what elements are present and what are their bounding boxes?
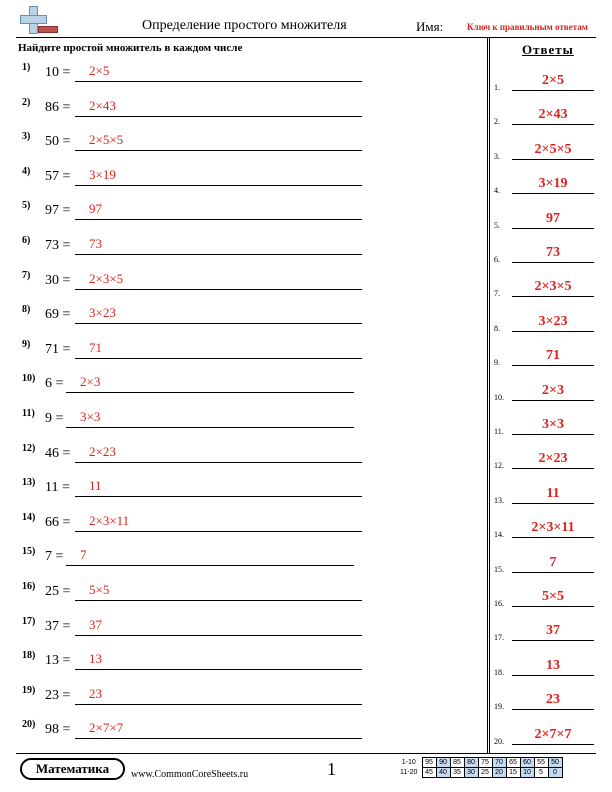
problem-row bbox=[0, 62, 480, 92]
score-cell: 5 bbox=[534, 768, 548, 778]
problem-number: 19) bbox=[22, 684, 36, 696]
problem-expression: 10 = bbox=[45, 65, 71, 80]
score-cell: 65 bbox=[506, 758, 520, 768]
score-table bbox=[396, 757, 563, 778]
score-cell: 55 bbox=[534, 758, 548, 768]
score-row-label: 11-20 bbox=[400, 769, 418, 776]
problem-expression: 50 = bbox=[45, 134, 71, 150]
answer-key-item bbox=[494, 307, 594, 341]
score-cell: 35 bbox=[450, 768, 464, 778]
problem-number: 6) bbox=[22, 235, 31, 246]
problem-row bbox=[0, 650, 480, 680]
problem-row bbox=[0, 373, 480, 403]
score-row bbox=[396, 768, 562, 778]
problem-expression: 23 = bbox=[45, 687, 71, 703]
problem-expression: 46 = bbox=[45, 445, 71, 461]
answer-key-value: 2×7×7 bbox=[534, 726, 572, 742]
answer-key-line bbox=[512, 572, 594, 573]
answer-line[interactable] bbox=[75, 704, 362, 705]
site-url: www.CommonCoreSheets.ru bbox=[131, 769, 249, 780]
problem-answer: 13 bbox=[89, 651, 102, 667]
answer-key-item bbox=[494, 548, 594, 582]
answer-key-item bbox=[494, 651, 594, 685]
answer-key-number: 5. bbox=[494, 220, 500, 230]
column-divider-inner bbox=[489, 37, 490, 753]
answer-key-value: 23 bbox=[546, 692, 560, 708]
score-cell: 60 bbox=[520, 758, 534, 768]
answer-key-line bbox=[512, 744, 594, 745]
answer-key-number: 13. bbox=[494, 495, 504, 505]
answer-key-item bbox=[494, 169, 594, 203]
answer-key-line bbox=[512, 537, 594, 538]
problem-answer: 7 bbox=[80, 547, 87, 563]
answer-line[interactable] bbox=[75, 635, 362, 636]
footer-divider bbox=[16, 753, 596, 754]
answer-key-line bbox=[512, 193, 594, 194]
answer-key-item bbox=[494, 100, 594, 134]
answer-line[interactable] bbox=[75, 323, 362, 324]
problem-answer: 73 bbox=[89, 236, 102, 251]
problem-number: 13) bbox=[22, 477, 36, 489]
problem-answer: 2×7×7 bbox=[89, 720, 124, 736]
answer-key-line bbox=[512, 640, 594, 641]
problem-expression: 73 = bbox=[45, 238, 71, 253]
answer-key-number: 6. bbox=[494, 255, 500, 264]
problem-expression: 9 = bbox=[45, 411, 64, 426]
score-cell: 85 bbox=[450, 758, 464, 768]
answer-key-item bbox=[494, 616, 594, 650]
answer-key-value: 3×3 bbox=[542, 417, 564, 432]
problem-expression: 66 = bbox=[45, 514, 71, 530]
problem-row bbox=[0, 97, 480, 127]
problem-number: 18) bbox=[22, 650, 36, 662]
answer-key-number: 16. bbox=[494, 599, 504, 608]
problem-number: 12) bbox=[22, 442, 36, 454]
answer-key-item bbox=[494, 272, 594, 306]
answer-key-value: 5×5 bbox=[542, 589, 564, 604]
answer-key-value: 2×3 bbox=[542, 382, 564, 398]
plus-icon-bar bbox=[20, 15, 47, 24]
problem-expression: 13 = bbox=[45, 653, 71, 669]
answer-key-line bbox=[512, 124, 594, 125]
problem-row bbox=[0, 685, 480, 715]
problem-expression: 57 = bbox=[45, 168, 71, 184]
problem-row bbox=[0, 131, 480, 161]
answer-key-line bbox=[512, 262, 594, 263]
problem-answer: 2×23 bbox=[89, 443, 116, 459]
answer-line[interactable] bbox=[75, 150, 362, 151]
answer-key-item bbox=[494, 513, 594, 547]
problem-row bbox=[0, 719, 480, 749]
problem-row bbox=[0, 408, 480, 438]
answer-key-item bbox=[494, 410, 594, 444]
answer-key-number: 17. bbox=[494, 633, 504, 643]
answer-key-line bbox=[512, 228, 594, 229]
answer-line[interactable] bbox=[75, 185, 362, 186]
answer-key-line bbox=[512, 434, 594, 435]
answer-key-item bbox=[494, 341, 594, 375]
problem-number: 8) bbox=[22, 304, 31, 316]
problem-row bbox=[0, 546, 480, 576]
score-cell: 30 bbox=[464, 768, 478, 778]
problem-answer: 5×5 bbox=[89, 582, 110, 597]
answer-key-number: 12. bbox=[494, 461, 504, 471]
problem-answer: 2×3×5 bbox=[89, 270, 124, 286]
answer-key-value: 2×23 bbox=[538, 451, 568, 467]
answer-line[interactable] bbox=[75, 531, 362, 532]
answer-key-line bbox=[512, 503, 594, 504]
score-cell: 80 bbox=[464, 758, 478, 768]
answer-key-number: 3. bbox=[494, 151, 500, 161]
problem-number: 15) bbox=[22, 546, 36, 558]
answer-key-number: 19. bbox=[494, 702, 504, 712]
problem-number: 7) bbox=[22, 269, 31, 281]
score-cell: 40 bbox=[436, 768, 450, 778]
answer-key-value: 13 bbox=[546, 657, 560, 673]
score-cell: 95 bbox=[422, 758, 436, 768]
answer-key-value: 3×19 bbox=[538, 176, 568, 192]
subject-badge: Математика bbox=[20, 758, 125, 780]
problem-expression: 71 = bbox=[45, 341, 71, 357]
problem-answer: 2×3 bbox=[80, 374, 101, 390]
answer-key-number: 15. bbox=[494, 564, 504, 574]
answer-key-number: 9. bbox=[494, 358, 500, 368]
answer-line[interactable] bbox=[66, 392, 354, 393]
problem-number: 9) bbox=[22, 338, 31, 350]
answer-line[interactable] bbox=[66, 427, 354, 428]
answer-key-value: 2×5×5 bbox=[534, 141, 572, 157]
score-cell: 15 bbox=[506, 768, 520, 778]
problem-expression: 98 = bbox=[45, 722, 71, 738]
answer-line[interactable] bbox=[75, 116, 362, 117]
problem-row bbox=[0, 166, 480, 196]
answer-key-line bbox=[512, 365, 594, 366]
answer-line[interactable] bbox=[66, 565, 354, 566]
answer-key-item bbox=[494, 204, 594, 238]
score-cell: 20 bbox=[492, 768, 506, 778]
answer-line[interactable] bbox=[75, 219, 362, 220]
problem-answer: 2×43 bbox=[89, 97, 116, 113]
problem-expression: 25 = bbox=[45, 584, 71, 599]
header-divider bbox=[16, 37, 596, 38]
answer-line[interactable] bbox=[75, 462, 362, 463]
problem-answer: 2×5×5 bbox=[89, 132, 124, 148]
problem-row bbox=[0, 581, 480, 611]
answer-key-number: 2. bbox=[494, 117, 500, 127]
answer-key-number: 4. bbox=[494, 186, 500, 196]
score-cell: 75 bbox=[478, 758, 492, 768]
answer-key-line bbox=[512, 468, 594, 469]
problem-number: 20) bbox=[22, 719, 36, 731]
answer-key-line bbox=[512, 606, 594, 607]
score-cell: 70 bbox=[492, 758, 506, 768]
answer-key-line bbox=[512, 90, 594, 91]
score-row-label: 1-10 bbox=[401, 759, 416, 766]
problem-row bbox=[0, 200, 480, 230]
answer-key-item bbox=[494, 720, 594, 754]
problem-row bbox=[0, 235, 480, 265]
answer-key-value: 7 bbox=[549, 554, 557, 570]
answer-key-item bbox=[494, 238, 594, 272]
score-cell: 90 bbox=[436, 758, 450, 768]
problem-row bbox=[0, 616, 480, 646]
answer-line[interactable] bbox=[75, 669, 362, 670]
site-logo bbox=[18, 4, 58, 38]
problem-number: 2) bbox=[22, 96, 31, 108]
answer-key-value: 37 bbox=[546, 623, 560, 639]
problem-number: 1) bbox=[22, 62, 31, 73]
answer-key-item bbox=[494, 376, 594, 410]
answer-key-value: 73 bbox=[546, 245, 560, 260]
problem-answer: 2×3×11 bbox=[89, 512, 130, 528]
score-cell: 45 bbox=[422, 768, 436, 778]
answer-key-number: 20. bbox=[494, 736, 504, 746]
score-cell: 25 bbox=[478, 768, 492, 778]
answer-key-number: 14. bbox=[494, 530, 504, 540]
answer-key-number: 8. bbox=[494, 323, 500, 333]
problem-number: 11) bbox=[22, 408, 35, 419]
problem-answer: 71 bbox=[89, 339, 102, 355]
answer-line[interactable] bbox=[75, 738, 362, 739]
problem-row bbox=[0, 443, 480, 473]
answer-key-item bbox=[494, 685, 594, 719]
answer-line[interactable] bbox=[75, 358, 362, 359]
problem-expression: 7 = bbox=[45, 549, 64, 565]
answer-key-label: Ключ к правильным ответам bbox=[467, 22, 588, 32]
score-row bbox=[396, 758, 562, 768]
answer-key-number: 11. bbox=[494, 427, 504, 436]
answer-key-line bbox=[512, 159, 594, 160]
problem-number: 4) bbox=[22, 165, 31, 177]
problem-answer: 97 bbox=[89, 201, 102, 217]
answer-key-item bbox=[494, 135, 594, 169]
minus-icon bbox=[38, 26, 58, 33]
problem-expression: 69 = bbox=[45, 307, 71, 323]
answer-line[interactable] bbox=[75, 254, 362, 255]
problem-row bbox=[0, 304, 480, 334]
answer-key-line bbox=[512, 675, 594, 676]
problem-number: 17) bbox=[22, 615, 36, 627]
problem-row bbox=[0, 512, 480, 542]
problem-row bbox=[0, 270, 480, 300]
score-cell: 0 bbox=[548, 768, 562, 778]
answer-line[interactable] bbox=[75, 600, 362, 601]
answer-key-number: 7. bbox=[494, 289, 500, 299]
answer-key-line bbox=[512, 709, 594, 710]
answer-key-value: 3×23 bbox=[538, 313, 568, 329]
problem-answer: 11 bbox=[89, 478, 102, 494]
problem-expression: 37 = bbox=[45, 618, 71, 634]
answer-key-line bbox=[512, 400, 594, 401]
problem-number: 10) bbox=[22, 373, 36, 385]
answer-line[interactable] bbox=[75, 496, 362, 497]
problem-expression: 6 = bbox=[45, 376, 64, 392]
problem-number: 3) bbox=[22, 131, 31, 143]
answer-key-item bbox=[494, 582, 594, 616]
problem-answer: 23 bbox=[89, 685, 102, 701]
score-cell: 50 bbox=[548, 758, 562, 768]
answer-key-value: 2×3×5 bbox=[534, 279, 572, 295]
answer-line[interactable] bbox=[75, 289, 362, 290]
problem-row bbox=[0, 477, 480, 507]
name-label: Имя: bbox=[416, 19, 444, 34]
answer-key-line bbox=[512, 331, 594, 332]
answer-key-value: 2×3×11 bbox=[531, 520, 575, 536]
problem-number: 14) bbox=[22, 511, 36, 523]
problem-answer: 3×3 bbox=[80, 409, 101, 424]
problem-number: 16) bbox=[22, 581, 36, 592]
column-divider bbox=[487, 37, 488, 753]
problem-answer: 3×19 bbox=[89, 166, 116, 182]
answer-key-item bbox=[494, 66, 594, 100]
answer-key-value: 97 bbox=[546, 210, 560, 226]
problem-expression: 86 = bbox=[45, 99, 71, 115]
problem-number: 5) bbox=[22, 200, 31, 212]
answers-title: Ответы bbox=[522, 42, 574, 57]
page-number: 1 bbox=[327, 759, 336, 779]
problem-answer: 2×5 bbox=[89, 63, 110, 78]
answer-key-value: 11 bbox=[546, 485, 560, 501]
problem-expression: 97 = bbox=[45, 203, 71, 219]
answer-key-number: 1. bbox=[494, 83, 500, 92]
problem-answer: 3×23 bbox=[89, 305, 116, 321]
answer-key-value: 2×43 bbox=[538, 107, 568, 123]
problem-expression: 30 = bbox=[45, 272, 71, 288]
problem-answer: 37 bbox=[89, 616, 102, 632]
answer-key-number: 10. bbox=[494, 392, 504, 402]
instructions: Найдите простой множитель в каждом числе bbox=[18, 42, 243, 54]
answer-key-item bbox=[494, 479, 594, 513]
answer-key-line bbox=[512, 296, 594, 297]
answer-key-number: 18. bbox=[494, 667, 504, 677]
worksheet-title: Определение простого множителя bbox=[142, 18, 347, 33]
answer-key-item bbox=[494, 444, 594, 478]
answer-key-value: 71 bbox=[546, 348, 560, 364]
problem-expression: 11 = bbox=[45, 480, 70, 496]
answer-line[interactable] bbox=[75, 81, 362, 82]
score-cell: 10 bbox=[520, 768, 534, 778]
problem-row bbox=[0, 339, 480, 369]
answer-key-value: 2×5 bbox=[542, 73, 564, 88]
